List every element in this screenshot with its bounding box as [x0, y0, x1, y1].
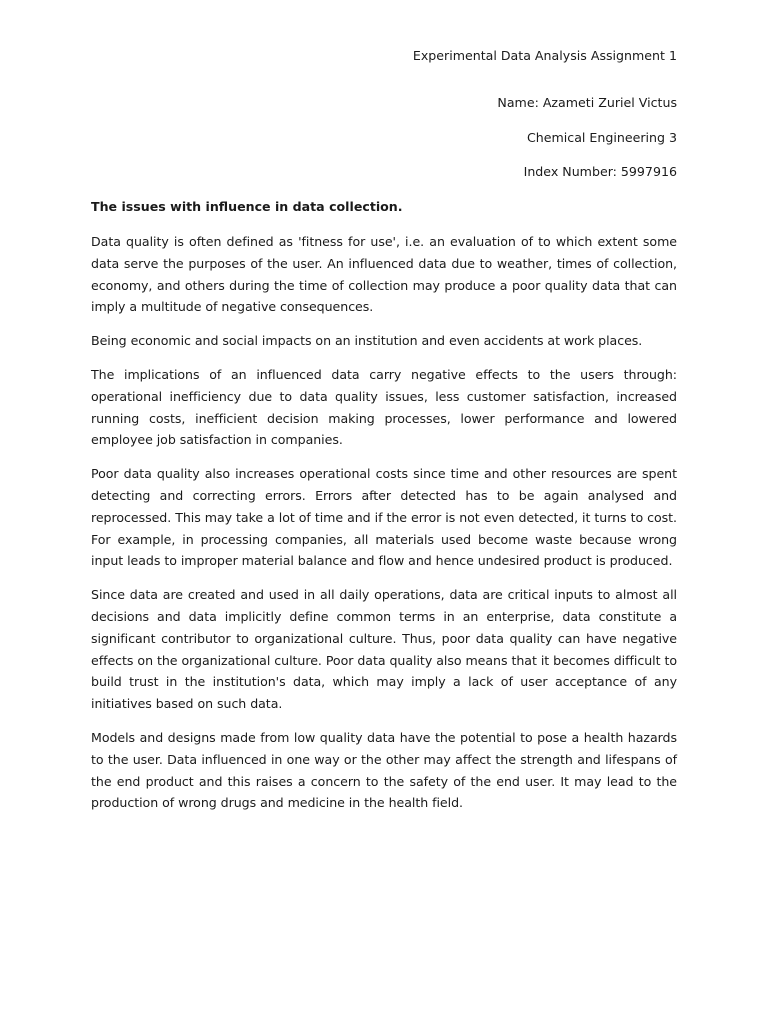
assignment-title: Experimental Data Analysis Assignment 1 — [412, 48, 677, 63]
document-body — [91, 198, 677, 826]
paragraph-operational-costs: Poor data quality also increases operational costs since time and other resources are spent detecting and correcting errors. Errors after detected has to be again analysed and reprocessed. This may take a lot of time and if the error is not even detected, it turns to cost. For example, in processing companies, all materials used become waste because wrong input leads to improper material balance and flow and hence undesired product is produced. — [91, 466, 677, 569]
paragraph-organizational-culture: Since data are created and used in all daily operations, data are critical inputs to almost all decisions and data implicitly define common terms in an enterprise, data constitute a significant contributor to organizational culture. Thus, poor data quality can have negative effects on the organizational culture. Poor data quality also means that it becomes difficult to build trust in the institution's data, which may imply a lack of user acceptance of any initiatives based on such data. — [91, 587, 677, 712]
student-name: Name: Azameti Zuriel Victus — [497, 95, 677, 110]
paragraph-implications: The implications of an influenced data carry negative effects to the users through: operational inefficiency due to data quality issues, less customer satisfaction, increased running costs, inefficient decision making processes, lower performance and lowered employee job satisfaction in companies. — [91, 366, 677, 448]
section-heading: The issues with influence in data collection. — [91, 199, 403, 214]
index-number: Index Number: 5997916 — [523, 164, 677, 179]
paragraph-health-hazards: Models and designs made from low quality data have the potential to pose a health hazards to the user. Data influenced in one way or the other may affect the strength and lifespans of the end product and this raises a concern to the safety of the end user. It may lead to the production of wrong drugs and medicine in the health field. — [91, 729, 677, 811]
department: Chemical Engineering 3 — [526, 130, 677, 145]
paragraph-data-quality: Data quality is often defined as 'fitness for use', i.e. an evaluation of to which extent some data serve the purposes of the user. An influenced data due to weather, times of collection, economy, and others during the time of collection may produce a poor quality data that can imply a multitude of negative consequences. — [91, 234, 677, 315]
paragraph-impacts: Being economic and social impacts on an institution and even accidents at work places. — [91, 333, 643, 349]
